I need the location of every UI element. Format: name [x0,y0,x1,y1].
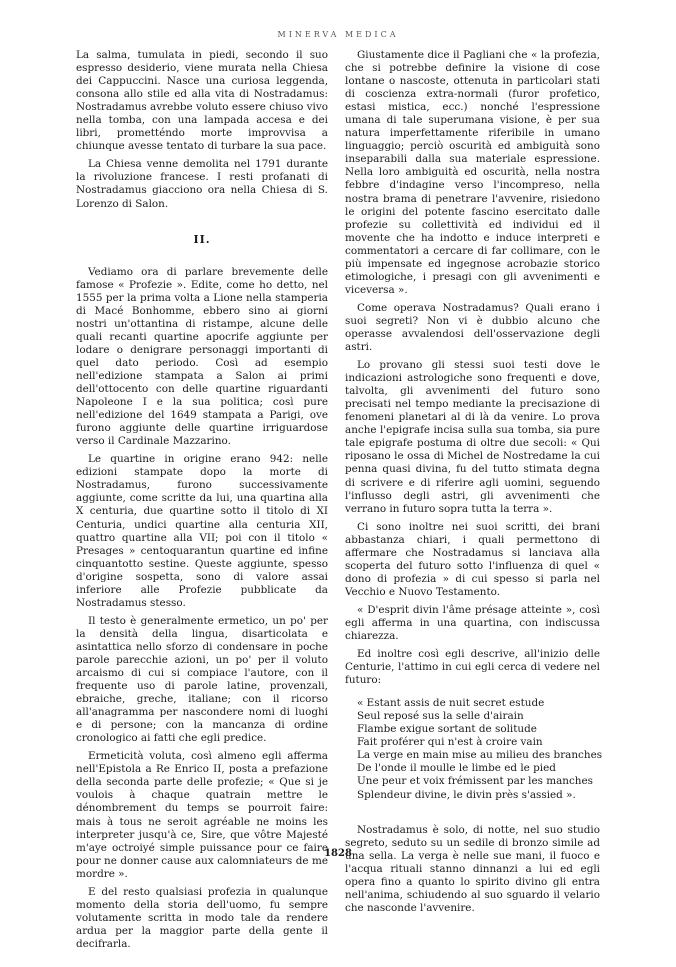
paragraph: Giustamente dice il Pagliani che « la profezia, che si potrebbe definire la visione di cose lontane o nascoste, ottenuta in particolari stati di coscienza extra-normali (furor profetico, estasi mistica, ecc.) nonché l'espressione umana di tale superumana visione, è per sua natura imperfettamente riferibile in umano linguaggio; perciò oscurità ed ambiguità sono inseparabili dalla sua materiale espressione. Nella loro ambiguità ed oscurità, nella nostra febbre d'indagine verso l'incompreso, nella nostra brama di penetrare l'avvenire, risiedono le origini del potente fascino esercitato dalle profezie su collettività ed individui ed il movente che ha indotto e induce interpreti e commentatori a cercare di far collimare, con le più impensate ed ingegnose acrobazie storico etimologiche, i presagi con gli avvenimenti e viceversa ». [345,49,600,296]
running-header: MINERVA MEDICA [277,30,399,39]
paragraph: « D'esprit divin l'âme présage atteinte », così egli afferma in una quartina, con indiscussa chiarezza. [345,603,600,643]
paragraph: Ermeticità voluta, così almeno egli afferma nell'Epistola a Re Enrico II, posta a prefazione della seconda parte delle profezie; « Que si je voulois à chaque quatrain mettre le dénombrement du temps se pourroit faire: mais à tous ne seroit agréable ne moins les interpreter jusqu'à ce, Sire, que vôtre Majesté m'aye octroiyé simple puissance pour ce faire pour ne donner cause aux calomniateurs de me mordre ». [76,750,328,880]
paragraph: Il testo è generalmente ermetico, un po' per la densità della lingua, disarticolata e asintattica nello sforzo di condensare in poche parole parecchie azioni, un po' per il voluto arcaismo di cui si compiace l'autore, con il frequente uso di parole latine, provenzali, ebraiche, greche, italiane; con il ricorso all'anagramma per nascondere nomi di luoghi e di persone; con la mancanza di ordine cronologico ai fatti che egli predice. [76,614,328,745]
paragraph: Come operava Nostradamus? Quali erano i suoi segreti? Non vi è dubbio alcuno che operasse avvalendosi dell'osservazione degli astri. [345,301,600,354]
paragraph: Vediamo ora di parlare brevemente delle famose « Profezie ». Edite, come ho detto, nel 1555 per la prima volta a Lione nella stamperia di Macé Bonhomme, ebbero sino ai giorni nostri un'ottantina di ristampe, alcune delle quali recanti quartine apocrife aggiunte per lodare o denigrare personaggi importanti di quel dato periodo. Così ad esempio nell'edizione stampata a Salon ai primi dell'ottocento con delle quartine riguardanti Napoleone I e la sua politica; così pure nell'edizione del 1649 stampata a Parigi, ove furono aggiunte delle quartine irriguardose verso il Cardinale Mazzarino. [76,265,328,448]
paragraph: Le quartine in origine erano 942: nelle edizioni stampate dopo la morte di Nostradamus, furono successivamente aggiunte, come scritte da lui, una quartina alla X centuria, due quartine sotto il titolo di XI Centuria, undici quartine alla centuria XII, quattro quartine alla VII; poi con il titolo « Presages » centoquarantun quartine ed infine cinquantotto sestine. Queste aggiunte, spesso d'origine sospetta, sono di valore assai inferiore alle Profezie pubblicate da Nostradamus stesso. [76,453,328,609]
section-heading: II. [193,232,211,246]
poem-line: Splendeur divine, le divin près s'assied ». [357,788,576,801]
paragraph: Nostradamus è solo, di notte, nel suo studio segreto, seduto su un sedile di bronzo simile ad una sella. La verga è nelle sue mani, il fuoco e l'acqua rituali stanno dinnanzi a lui ed egli opera fino a quanto lo spirito divino gli entra nell'anima, schiudendo al suo sguardo il velario che nasconde l'avvenire. [345,823,600,914]
right-column [345,49,603,920]
poem-line: Une peur et voix frémissent par les manches [357,775,593,788]
poem-line: Fait proférer qui n'est à croire vain [357,736,543,749]
paragraph: E del resto qualsiasi profezia in qualunque momento della storia dell'uomo, fu sempre volutamente scritta in modo tale da rendere ardua per la maggior parte della gente il decifrarla. [76,885,328,950]
paragraph: La Chiesa venne demolita nel 1791 durante la rivoluzione francese. I resti profanati di Nostradamus giacciono ora nella Chiesa di S. Lorenzo di Salon. [76,158,328,210]
poem-quote [345,697,603,801]
paragraph: Ed inoltre così egli descrive, all'inizio delle Centurie, l'attimo in cui egli cerca di vedere nel futuro: [345,648,600,687]
poem-line: Flambe exigue sortant de solitude [357,723,537,736]
poem-line: Seul reposé sus la selle d'airain [357,710,524,723]
paragraph: Ci sono inoltre nei suoi scritti, dei brani abbastanza chiari, i quali permettono di affermare che Nostradamus si lanciava alla scoperta del futuro sotto l'influenza di quel « dono di profezia » di cui spesso si parla nel Vecchio e Nuovo Testamento. [345,520,600,598]
poem-line: De l'onde il moulle le limbe ed le pied [357,762,556,775]
paragraph: Lo provano gli stessi suoi testi dove le indicazioni astrologiche sono frequenti e dove, talvolta, gli avvenimenti del futuro sono precisati nel tempo mediante la precisazione di fenomeni planetari al di là da venire. Lo prova anche l'epigrafe incisa sulla sua tomba, sia pure tale epigrafe postuma di oltre due secoli: « Qui riposano le ossa di Michel de Nostredame la cui penna quasi divina, fu del tutto stimata degna di scrivere e di riferire agli uomini, seguendo l'influsso degli astri, gli avvenimenti che verrano in futuro sopra tutta la terra ». [345,359,600,515]
poem-line: La verge en main mise au milieu des branches [357,749,603,762]
page-number: 1828 [324,848,352,859]
paragraph: La salma, tumulata in piedi, secondo il suo espresso desiderio, viene murata nella Chiesa dei Cappuccini. Nasce una curiosa leggenda, consona allo stile ed alla vita di Nostradamus: Nostradamus avrebbe voluto essere chiuso vivo nella tomba, con una lampada accesa e dei libri, prometténdo morte improvvisa a chiunque avesse tentato di turbare la sua pace. [76,49,328,153]
left-column [76,49,328,956]
poem-line: « Estant assis de nuit secret estude [357,697,545,710]
